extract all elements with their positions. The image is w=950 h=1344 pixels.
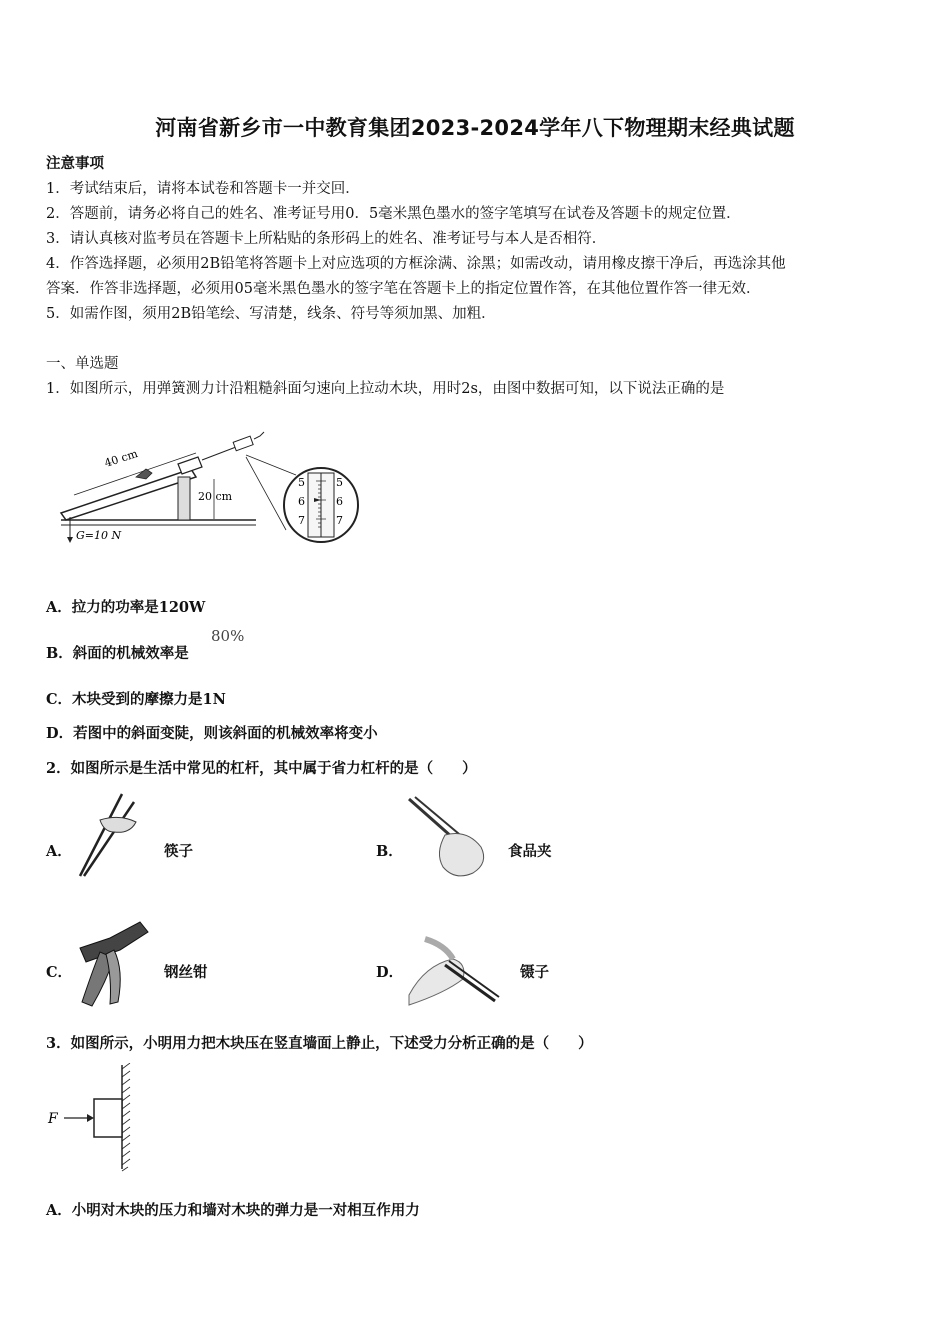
notice-item-4: 4．作答选择题，必须用2B铅笔将答题卡上对应选项的方框涂满、涂黑；如需改动，请用橡皮擦干净后，再选涂其他 [46, 256, 786, 272]
q3-option-a: A．小明对木块的压力和墙对木块的弹力是一对相互作用力 [46, 1202, 420, 1219]
tweezers-image [405, 935, 517, 1013]
force-label: F [48, 1111, 58, 1127]
q2-option-b-letter: B． [376, 843, 403, 860]
q1-option-a: A．拉力的功率是120W [46, 599, 206, 616]
q2-option-a-text: 筷子 [164, 843, 193, 860]
height-label: 20 cm [198, 490, 233, 503]
weight-label: G=10 N [76, 529, 122, 542]
length-label: 40 cm [102, 446, 140, 470]
chopsticks-image [72, 790, 142, 880]
q2-option-c-letter: C． [46, 964, 73, 981]
incline-figure [46, 425, 366, 555]
q1-stem: 1．如图所示，用弹簧测力计沿粗糙斜面匀速向上拉动木块，用时2s，由图中数据可知，以下说法正确的是 [46, 381, 725, 397]
notice-item-5: 5．如需作图，须用2B铅笔绘、写清楚，线条、符号等须加黑、加粗． [46, 306, 496, 322]
q2-option-a-letter: A． [46, 843, 72, 860]
q2-option-c-text: 钢丝钳 [164, 964, 208, 981]
section-heading: 一、单选题 [46, 356, 119, 372]
q2-option-b-text: 食品夹 [508, 843, 552, 860]
food-tongs-image [405, 795, 500, 883]
scale-number-left-1: 5 [298, 476, 305, 489]
notice-item-1: 1．考试结束后，请将本试卷和答题卡一并交回． [46, 181, 360, 197]
page-title: 河南省新乡市一中教育集团2023-2024学年八下物理期末经典试题 [155, 116, 795, 140]
notice-item-4-cont: 答案．作答非选择题，必须用05毫米黑色墨水的签字笔在答题卡上的指定位置作答，在其他位置作答一律无效． [46, 281, 761, 297]
q2-option-d-text: 镊子 [520, 964, 549, 981]
q2-option-d-letter: D． [376, 964, 404, 981]
q1-option-c: C．木块受到的摩擦力是1N [46, 691, 226, 708]
q1-option-d: D．若图中的斜面变陡，则该斜面的机械效率将变小 [46, 725, 378, 742]
scale-number-left-2: 6 [298, 495, 305, 508]
notice-item-2: 2．答题前，请务必将自己的姓名、准考证号用0．5毫米黑色墨水的签字笔填写在试卷及答题卡的规定位置． [46, 206, 741, 222]
q1-option-b: B．斜面的机械效率是 [46, 645, 189, 662]
notice-heading: 注意事项 [46, 155, 104, 172]
notice-item-3: 3．请认真核对监考员在答题卡上所粘贴的条形码上的姓名、准考证号与本人是否相符． [46, 231, 607, 247]
scale-number-right-3: 7 [336, 514, 343, 527]
wire-pliers-image [70, 918, 160, 1010]
q2-stem: 2．如图所示是生活中常见的杠杆，其中属于省力杠杆的是（ ） [46, 760, 477, 777]
wall-block-figure [46, 1063, 141, 1173]
scale-number-right-1: 5 [336, 476, 343, 489]
q1-option-b-value: 80% [211, 627, 245, 645]
scale-number-left-3: 7 [298, 514, 305, 527]
scale-number-right-2: 6 [336, 495, 343, 508]
q3-stem: 3．如图所示，小明用力把木块压在竖直墙面上静止，下述受力分析正确的是（ ） [46, 1035, 593, 1052]
